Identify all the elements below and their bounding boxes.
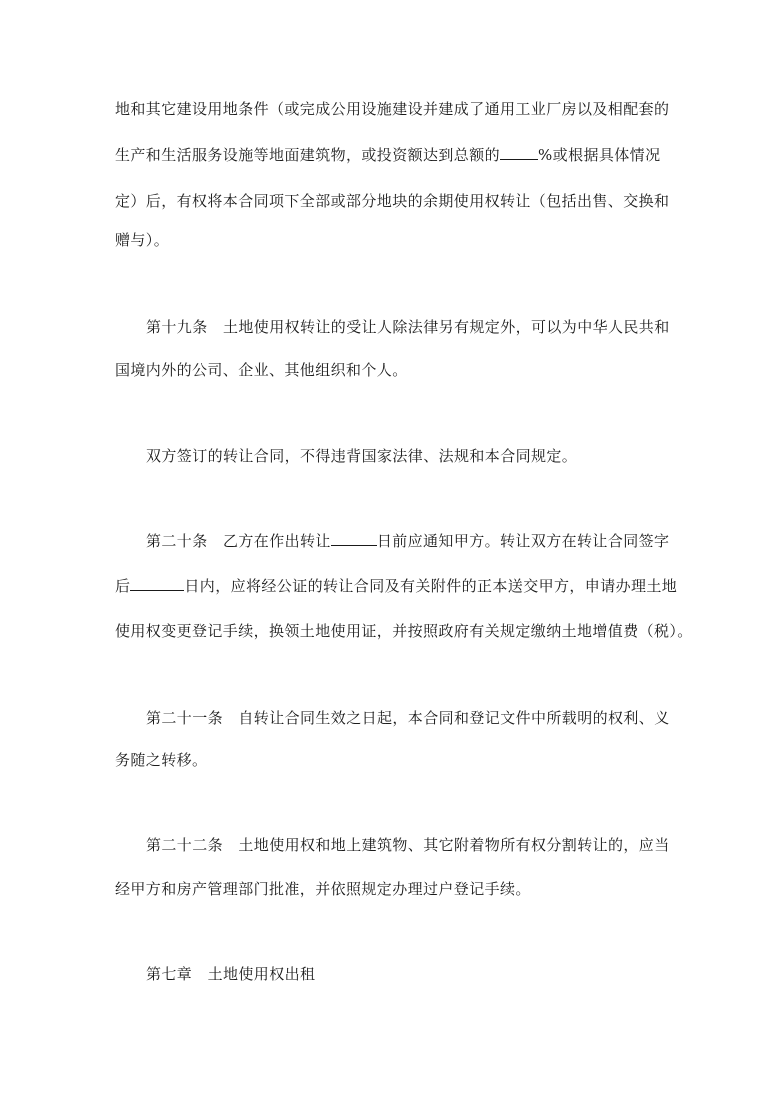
article-20-line	[146, 531, 669, 551]
line-text: 定）后，有权将本合同项下全部或部分地块的余期使用权转让（包括出售、交换和	[115, 192, 670, 210]
paragraph-line	[115, 576, 677, 596]
line-text: 赠与）。	[115, 231, 170, 249]
line-text: 地和其它建设用地条件（或完成公用设施建设并建成了通用工业厂房以及相配套的	[115, 100, 670, 118]
paragraph-line	[115, 230, 169, 250]
article-22-line	[146, 835, 670, 855]
line-text: %或根据具体情况	[538, 146, 661, 164]
line-text: 日内，应将经公证的转让合同及有关附件的正本送交甲方，申请办理土地	[184, 577, 678, 595]
line-text: 第二十二条 土地使用权和地上建筑物、其它附着物所有权分割转让的，应当	[146, 836, 670, 854]
line-text: 第十九条 土地使用权转让的受让人除法律另有规定外，可以为中华人民共和	[146, 318, 670, 336]
line-text: 第二十一条 自转让合同生效之日起，本合同和登记文件中所载明的权利、义	[146, 709, 670, 727]
line-text: 第二十条 乙方在作出转让	[146, 532, 331, 550]
chapter-heading	[146, 964, 315, 984]
line-text: 双方签订的转让合同，不得违背国家法律、法规和本合同规定。	[146, 447, 578, 465]
line-text: 后	[115, 577, 131, 595]
paragraph-line	[115, 750, 207, 770]
paragraph-line	[115, 145, 660, 165]
paragraph-line	[115, 99, 669, 119]
paragraph-line	[115, 191, 669, 211]
fill-in-blank[interactable]	[500, 145, 538, 160]
paragraph-line	[146, 446, 577, 466]
line-text: 国境内外的公司、企业、其他组织和个人。	[115, 361, 408, 379]
line-text: 使用权变更登记手续，换领土地使用证，并按照政府有关规定缴纳土地增值费（税）。	[115, 622, 693, 640]
fill-in-blank[interactable]	[130, 576, 184, 591]
line-text: 经甲方和房产管理部门批准，并依照规定办理过户登记手续。	[115, 880, 531, 898]
paragraph-line	[115, 360, 408, 380]
article-19-line	[146, 317, 670, 337]
line-text: 生产和生活服务设施等地面建筑物，或投资额达到总额的	[115, 146, 501, 164]
paragraph-line	[115, 621, 693, 641]
heading-text: 第七章 土地使用权出租	[146, 965, 316, 983]
fill-in-blank[interactable]	[331, 531, 377, 546]
line-text: 日前应通知甲方。转让双方在转让合同签字	[376, 532, 670, 550]
paragraph-line	[115, 879, 531, 899]
line-text: 务随之转移。	[115, 751, 208, 769]
article-21-line	[146, 708, 670, 728]
